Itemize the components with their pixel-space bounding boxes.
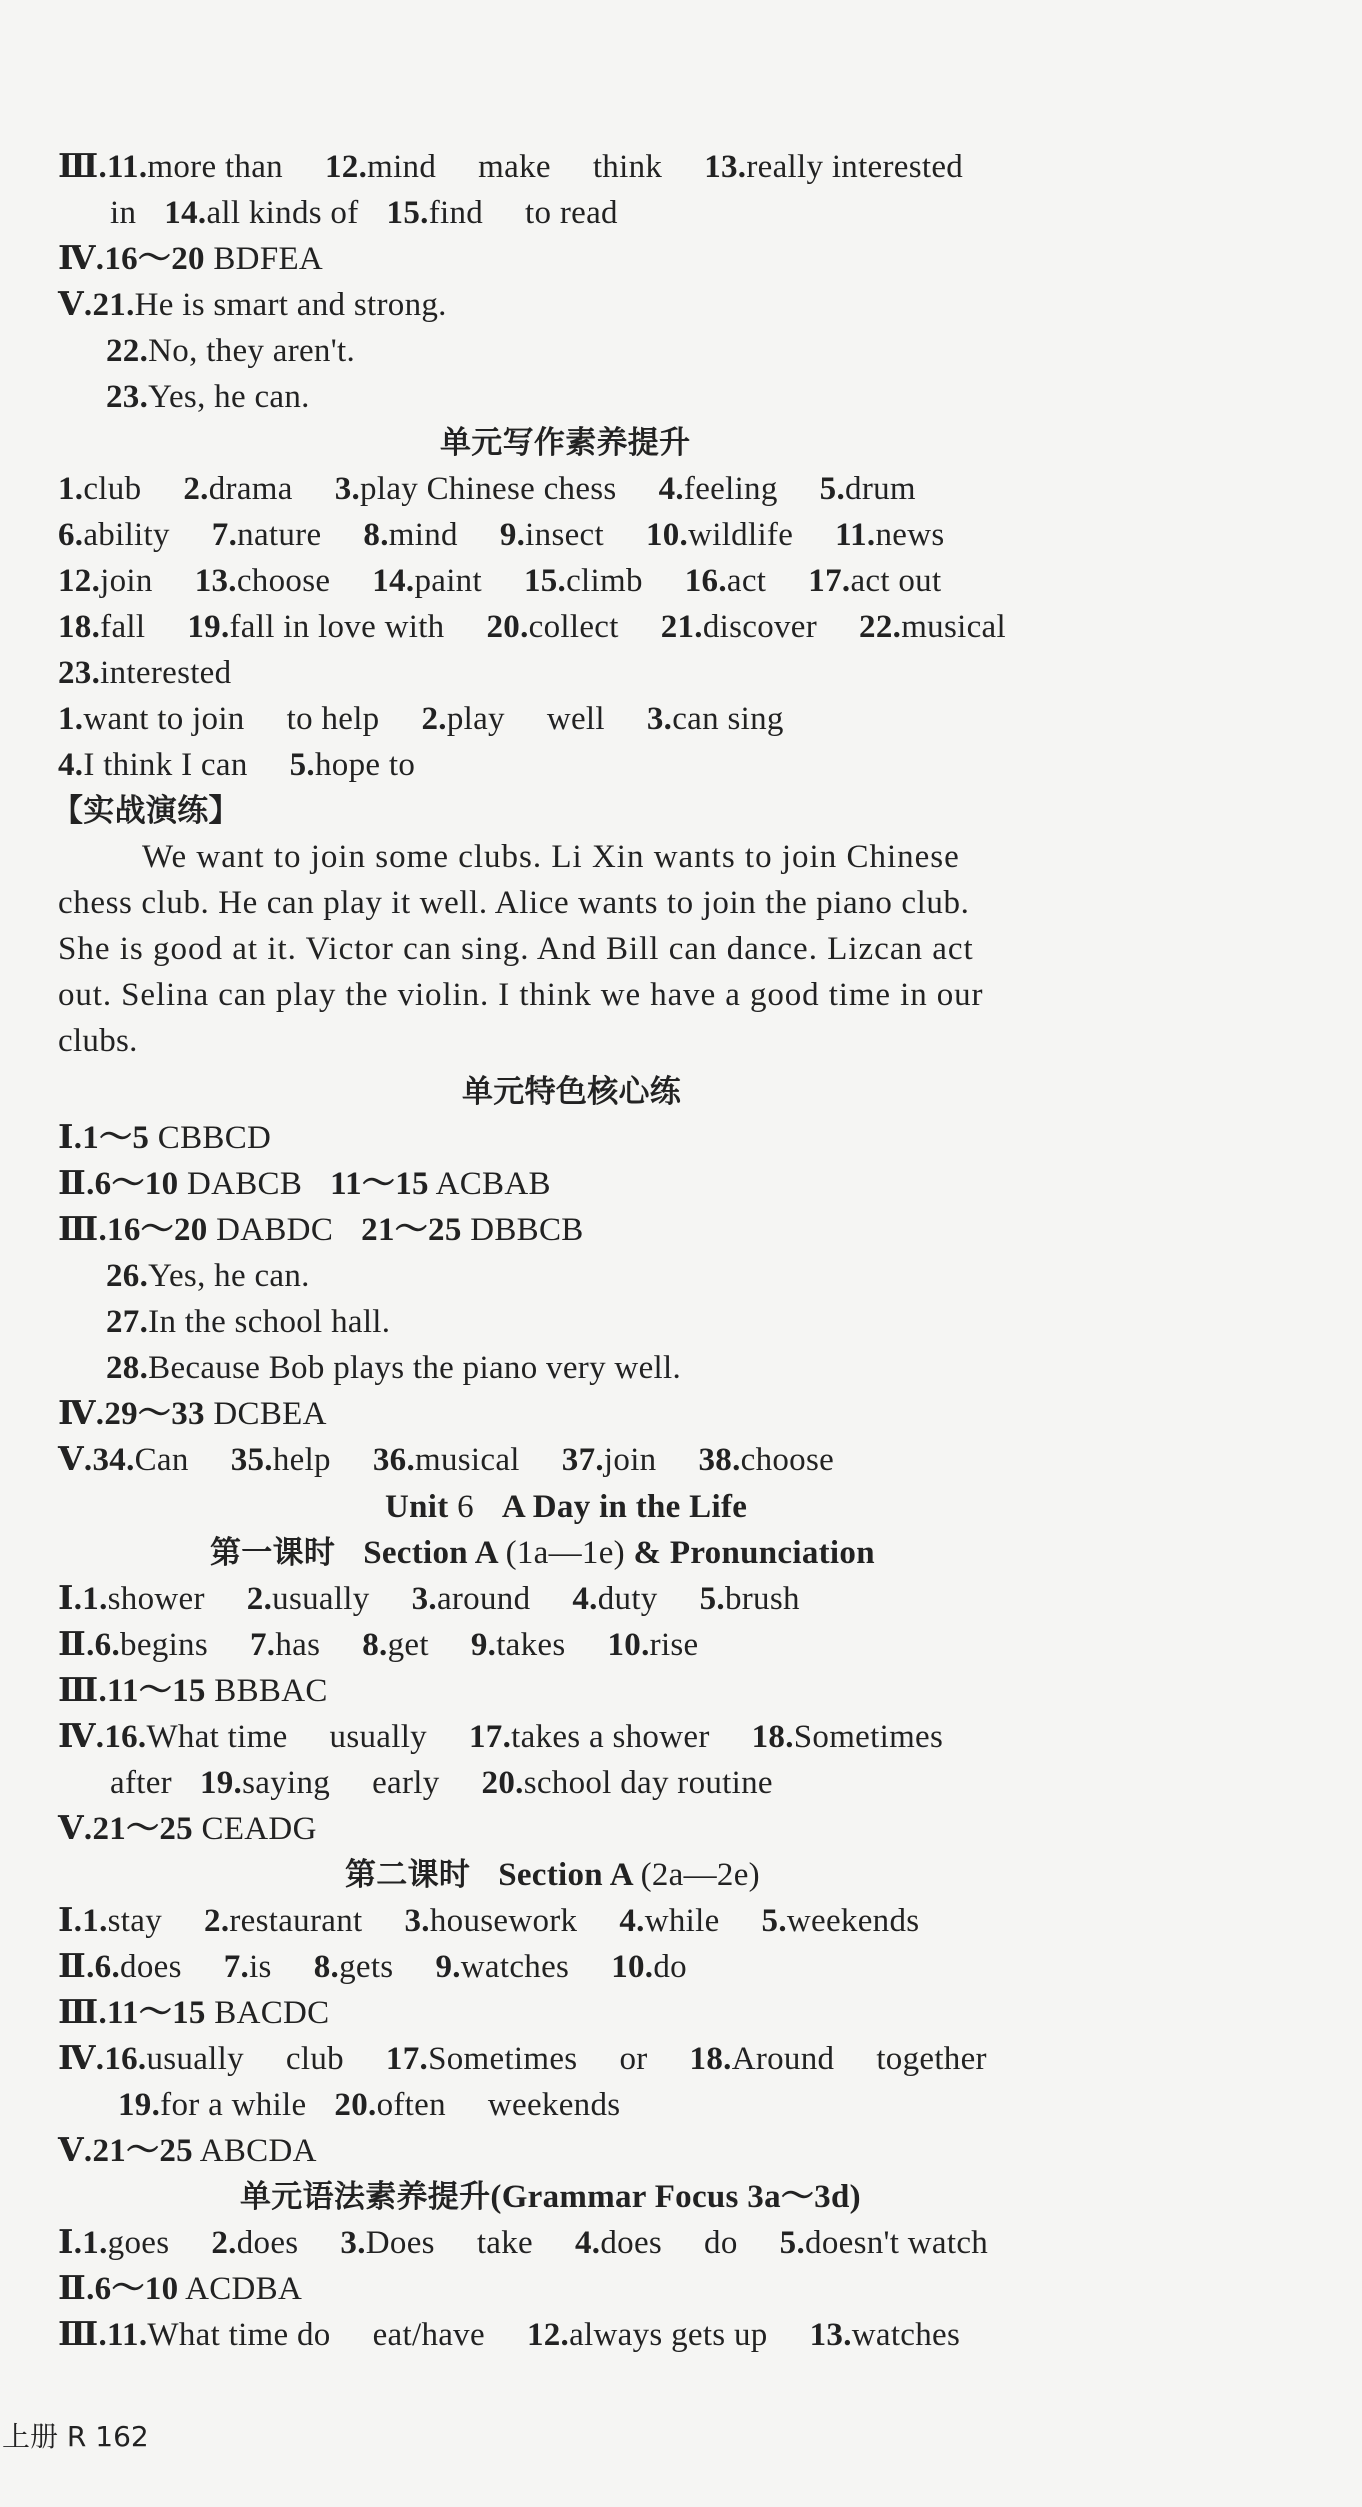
answer-line <box>58 147 963 187</box>
item-number: 1. <box>82 1903 108 1939</box>
answer-text: play Chinese chess <box>360 471 617 507</box>
answer-text: act <box>726 563 767 599</box>
answer-line <box>58 1394 327 1434</box>
item-number: 1. <box>82 1581 108 1617</box>
item-number: 6. <box>58 517 84 553</box>
answer-text: act out <box>850 563 942 599</box>
answer-text: mind <box>388 517 458 553</box>
answer-line <box>106 1302 390 1342</box>
item-number: 22. <box>106 333 149 369</box>
section-extra: & Pronunciation <box>633 1535 875 1571</box>
essay-line: We want to join some clubs. Li Xin wants to join Chinese <box>142 839 960 875</box>
volume-label: 上册 <box>2 2420 59 2453</box>
section-numeral: Ⅰ. <box>58 2225 83 2261</box>
answer-text: Does <box>365 2225 435 2261</box>
section-label: Section A <box>363 1535 498 1571</box>
answer-text: or <box>619 2041 648 2077</box>
lesson-label: 第一课时 <box>210 1535 336 1571</box>
answer-text: DABDC <box>216 1212 334 1248</box>
answer-text: is <box>249 1949 272 1985</box>
item-number: 13. <box>704 149 747 185</box>
answer-line <box>58 469 916 509</box>
item-range: 21～25 <box>361 1212 462 1248</box>
answer-text: school day routine <box>523 1765 773 1801</box>
answer-text: join <box>603 1442 657 1478</box>
answer-line <box>106 1256 310 1296</box>
section-numeral: Ⅳ. <box>58 2041 105 2077</box>
grammar-heading-cn: 单元语法素养提升 <box>240 2179 491 2215</box>
item-number: 5. <box>699 1581 725 1617</box>
answer-text: doesn't watch <box>805 2225 989 2261</box>
unit-label: Unit <box>385 1489 449 1525</box>
answer-line <box>106 1348 681 1388</box>
section-numeral: Ⅲ. <box>58 1995 108 2031</box>
answer-text: goes <box>107 2225 170 2261</box>
item-number: 4. <box>58 747 84 783</box>
item-number: 9. <box>499 517 526 553</box>
answer-text: Around <box>731 2041 835 2077</box>
item-number: 13. <box>194 563 237 599</box>
answer-text: drum <box>845 471 916 507</box>
answer-text: does <box>236 2225 299 2261</box>
item-number: 2. <box>211 2225 237 2261</box>
item-number: 6. <box>94 1627 121 1663</box>
item-number: 12. <box>324 149 368 185</box>
answer-text: takes a shower <box>511 1719 710 1755</box>
answer-text: after <box>110 1765 172 1801</box>
item-number: 20. <box>481 1765 524 1801</box>
section-numeral: Ⅱ. <box>58 1627 95 1663</box>
answer-text: usually <box>146 2041 244 2077</box>
answer-text: musical <box>901 609 1006 645</box>
answer-text: usually <box>272 1581 370 1617</box>
answer-text: find <box>428 195 484 231</box>
answer-text: news <box>875 517 945 553</box>
answer-text: does <box>120 1949 182 1985</box>
answer-line <box>106 331 355 371</box>
lesson-heading <box>210 1533 875 1573</box>
section-numeral: Ⅱ. <box>58 2271 95 2307</box>
answer-line <box>58 1164 551 1204</box>
edition-label: R <box>66 2420 87 2453</box>
grammar-heading-en: (Grammar Focus <box>490 2179 739 2215</box>
item-number: 4. <box>574 2225 601 2261</box>
answer-line <box>110 1763 773 1803</box>
item-number: 11. <box>107 149 148 185</box>
item-number: 18. <box>689 2041 732 2077</box>
answer-line <box>58 285 447 325</box>
section-numeral: Ⅲ. <box>58 1212 108 1248</box>
item-number: 17. <box>385 2041 429 2077</box>
answer-text: club <box>285 2041 344 2077</box>
answer-line <box>58 699 784 739</box>
answer-text: I think I can <box>83 747 248 783</box>
answer-text: eat/have <box>372 2317 485 2353</box>
item-number: 12. <box>58 563 101 599</box>
section-range: (2a—2e) <box>640 1857 760 1893</box>
item-range: 11～15 <box>107 1995 206 2031</box>
item-number: 38. <box>698 1442 741 1478</box>
answer-line <box>58 1579 800 1619</box>
answer-text: BDFEA <box>213 241 324 277</box>
answer-text: hope to <box>314 747 416 783</box>
item-number: 8. <box>313 1949 340 1985</box>
item-number: 21. <box>660 609 703 645</box>
answer-text: DCBEA <box>213 1396 327 1432</box>
grammar-range: 3a～3d) <box>747 2179 861 2215</box>
answer-text: wildlife <box>688 517 794 553</box>
answer-line <box>58 1809 317 1849</box>
answer-text: get <box>387 1627 429 1663</box>
item-number: 23. <box>106 379 149 415</box>
item-number: 11. <box>835 517 876 553</box>
section-numeral: Ⅲ. <box>58 1673 108 1709</box>
section-numeral: Ⅲ. <box>58 2317 108 2353</box>
answer-line <box>106 377 310 417</box>
answer-line <box>58 1210 584 1250</box>
answer-text: takes <box>496 1627 566 1663</box>
item-range: 29～33 <box>104 1396 205 1432</box>
item-number: 23. <box>58 655 101 691</box>
item-number: 1. <box>58 701 84 737</box>
answer-text: together <box>876 2041 987 2077</box>
item-number: 2. <box>204 1903 230 1939</box>
section-label: Section A <box>498 1857 633 1893</box>
practice-title: 【实战演练】 <box>52 793 240 829</box>
answer-line <box>58 745 415 785</box>
answer-text: play <box>446 701 505 737</box>
section-heading: 单元特色核心练 <box>462 1074 682 1110</box>
answer-text: in <box>110 195 137 231</box>
answer-text: weekends <box>786 1903 920 1939</box>
answer-text: In the school hall. <box>148 1304 391 1340</box>
section-numeral: Ⅱ. <box>58 1166 95 1202</box>
section-numeral: Ⅳ. <box>58 241 105 277</box>
answer-text: BBBAC <box>214 1673 328 1709</box>
answer-text: well <box>546 701 605 737</box>
answer-line <box>58 2131 317 2171</box>
item-number: 5. <box>819 471 846 507</box>
unit-name: A Day in the Life <box>501 1489 748 1525</box>
item-number: 1. <box>82 2225 108 2261</box>
answer-line <box>58 2269 302 2309</box>
answer-text: choose <box>740 1442 835 1478</box>
answer-text: usually <box>329 1719 427 1755</box>
item-range: 11～15 <box>330 1166 429 1202</box>
item-number: 9. <box>470 1627 497 1663</box>
answer-text: gets <box>339 1949 394 1985</box>
answer-text: ability <box>83 517 170 553</box>
answer-text: choose <box>236 563 331 599</box>
answer-text: does <box>600 2225 663 2261</box>
section-numeral: Ⅱ. <box>58 1949 95 1985</box>
answer-line <box>58 607 1006 647</box>
answer-text: watches <box>460 1949 570 1985</box>
answer-text: DBBCB <box>470 1212 584 1248</box>
answer-line <box>58 1717 943 1757</box>
item-number: 4. <box>658 471 684 507</box>
section-numeral: Ⅴ. <box>58 1811 93 1847</box>
answer-text: interested <box>100 655 232 691</box>
answer-text: often <box>376 2087 446 2123</box>
answer-text: He is smart and strong. <box>134 287 447 323</box>
answer-line <box>110 193 618 233</box>
item-number: 3. <box>334 471 361 507</box>
item-number: 7. <box>211 517 238 553</box>
section-numeral: Ⅲ. <box>58 149 108 185</box>
answer-line <box>58 2315 960 2355</box>
answer-text: can sing <box>672 701 784 737</box>
item-range: 6～10 <box>94 1166 179 1202</box>
answer-text: early <box>372 1765 440 1801</box>
item-number: 5. <box>761 1903 787 1939</box>
answer-text: saying <box>242 1765 331 1801</box>
section-numeral: Ⅰ. <box>58 1581 83 1617</box>
answer-text: housework <box>429 1903 578 1939</box>
answer-text: restaurant <box>229 1903 363 1939</box>
page-number: 162 <box>95 2420 149 2453</box>
item-number: 2. <box>421 701 447 737</box>
item-number: 14. <box>372 563 415 599</box>
item-number: 20. <box>486 609 529 645</box>
item-number: 14. <box>164 195 207 231</box>
item-number: 7. <box>250 1627 276 1663</box>
item-number: 8. <box>362 1627 388 1663</box>
answer-line <box>58 1671 328 1711</box>
answer-line <box>58 653 231 693</box>
answer-text: begins <box>120 1627 208 1663</box>
essay-line: clubs. <box>58 1023 138 1059</box>
answer-text: do <box>653 1949 687 1985</box>
unit-title <box>385 1487 747 1527</box>
item-number: 10. <box>607 1627 650 1663</box>
section-numeral: Ⅰ. <box>58 1903 83 1939</box>
answer-text: shower <box>107 1581 205 1617</box>
answer-text: for a while <box>160 2087 307 2123</box>
answer-text: ABCDA <box>199 2133 317 2169</box>
item-range: 16～20 <box>104 241 205 277</box>
essay-line: out. Selina can play the violin. I think we have a good time in our <box>58 977 984 1013</box>
answer-line <box>58 1440 834 1480</box>
answer-text: Sometimes <box>428 2041 578 2077</box>
answer-text: insect <box>525 517 604 553</box>
answer-line <box>58 1901 919 1941</box>
answer-text: CBBCD <box>157 1120 272 1156</box>
answer-text: feeling <box>683 471 778 507</box>
item-number: 5. <box>779 2225 806 2261</box>
item-number: 3. <box>411 1581 437 1617</box>
item-number: 8. <box>363 517 389 553</box>
section-numeral: Ⅳ. <box>58 1719 105 1755</box>
item-number: 9. <box>435 1949 461 1985</box>
answer-text: take <box>476 2225 533 2261</box>
item-number: 16. <box>104 1719 147 1755</box>
answer-text: climb <box>566 563 643 599</box>
item-number: 6. <box>94 1949 121 1985</box>
answer-text: stay <box>107 1903 163 1939</box>
item-range: 16～20 <box>107 1212 208 1248</box>
item-number: 17. <box>808 563 851 599</box>
item-number: 15. <box>523 563 567 599</box>
answer-line <box>58 515 945 555</box>
item-number: 10. <box>611 1949 654 1985</box>
item-range: 1～5 <box>82 1120 150 1156</box>
answer-text: help <box>272 1442 331 1478</box>
item-number: 26. <box>106 1258 149 1294</box>
item-number: 12. <box>526 2317 570 2353</box>
answer-text: make <box>478 149 551 185</box>
lesson-heading <box>345 1855 760 1895</box>
answer-text: Sometimes <box>793 1719 944 1755</box>
item-number: 4. <box>619 1903 645 1939</box>
essay-line: She is good at it. Victor can sing. And Bill can dance. Lizcan act <box>58 931 974 967</box>
answer-line <box>58 1993 330 2033</box>
item-number: 17. <box>468 1719 512 1755</box>
answer-text: really interested <box>746 149 964 185</box>
item-number: 3. <box>340 2225 366 2261</box>
item-range: 11～15 <box>107 1673 206 1709</box>
answer-text: want to join <box>83 701 245 737</box>
answer-text: fall <box>100 609 146 645</box>
answer-text: drama <box>208 471 293 507</box>
section-numeral: Ⅳ. <box>58 1396 105 1432</box>
item-number: 19. <box>187 609 230 645</box>
item-number: 2. <box>246 1581 273 1617</box>
answer-text: discover <box>702 609 818 645</box>
answer-line <box>58 1625 699 1665</box>
answer-line <box>58 239 323 279</box>
item-number: 15. <box>386 195 429 231</box>
item-number: 37. <box>561 1442 604 1478</box>
item-number: 28. <box>106 1350 149 1386</box>
lesson-label: 第二课时 <box>345 1857 471 1893</box>
answer-text: to help <box>286 701 380 737</box>
item-number: 3. <box>404 1903 430 1939</box>
answer-text: all kinds of <box>206 195 359 231</box>
section-numeral: Ⅰ. <box>58 1120 83 1156</box>
answer-text: CEADG <box>201 1811 317 1847</box>
answer-text: more than <box>147 149 283 185</box>
item-number: 16. <box>684 563 727 599</box>
unit-number: 6 <box>457 1489 474 1525</box>
answer-text: around <box>436 1581 531 1617</box>
answer-text: mind <box>367 149 437 185</box>
answer-line <box>58 2039 987 2079</box>
answer-line <box>118 2085 620 2125</box>
answer-text: weekends <box>487 2087 621 2123</box>
section-range: (1a—1e) <box>505 1535 625 1571</box>
answer-text: fall in love with <box>229 609 445 645</box>
item-number: 21. <box>92 287 135 323</box>
answer-text: ACBAB <box>435 1166 551 1202</box>
answer-text: duty <box>597 1581 658 1617</box>
item-number: 1. <box>58 471 84 507</box>
item-number: 5. <box>289 747 315 783</box>
page-footer <box>2 2415 149 2455</box>
item-number: 7. <box>223 1949 250 1985</box>
item-number: 3. <box>646 701 673 737</box>
answer-text: join <box>100 563 153 599</box>
answer-text: brush <box>724 1581 800 1617</box>
item-number: 19. <box>118 2087 161 2123</box>
item-number: 13. <box>809 2317 852 2353</box>
answer-text: Yes, he can. <box>148 379 310 415</box>
answer-text: What time do <box>147 2317 331 2353</box>
item-range: 6～10 <box>94 2271 179 2307</box>
item-number: 11. <box>107 2317 148 2353</box>
essay-line: chess club. He can play it well. Alice wants to join the piano club. <box>58 885 970 921</box>
answer-text: DABCB <box>186 1166 303 1202</box>
answer-text: always gets up <box>569 2317 768 2353</box>
answer-text: club <box>83 471 142 507</box>
answer-text: to read <box>525 195 618 231</box>
answer-text: paint <box>414 563 482 599</box>
item-number: 34. <box>92 1442 135 1478</box>
section-heading: 单元写作素养提升 <box>440 425 691 461</box>
answer-line <box>58 561 941 601</box>
item-number: 27. <box>106 1304 149 1340</box>
answer-text: BACDC <box>214 1995 330 2031</box>
answer-text: do <box>704 2225 738 2261</box>
item-number: 2. <box>183 471 209 507</box>
item-number: 35. <box>230 1442 273 1478</box>
section-numeral: Ⅴ. <box>58 2133 93 2169</box>
item-number: 16. <box>104 2041 147 2077</box>
item-number: 19. <box>199 1765 243 1801</box>
answer-line <box>58 1118 271 1158</box>
answer-text: Yes, he can. <box>148 1258 310 1294</box>
item-number: 18. <box>751 1719 794 1755</box>
answer-text: No, they aren't. <box>148 333 356 369</box>
answer-text: nature <box>237 517 322 553</box>
answer-text: What time <box>146 1719 288 1755</box>
answer-line <box>58 1947 687 1987</box>
item-number: 22. <box>859 609 902 645</box>
answer-text: musical <box>415 1442 520 1478</box>
answer-text: rise <box>649 1627 699 1663</box>
answer-text: watches <box>851 2317 961 2353</box>
answer-text: ACDBA <box>185 2271 303 2307</box>
item-range: 21～25 <box>92 1811 193 1847</box>
item-number: 18. <box>58 609 101 645</box>
answer-text: has <box>275 1627 321 1663</box>
section-heading <box>240 2177 861 2217</box>
answer-text: think <box>592 149 663 185</box>
answer-text: while <box>644 1903 720 1939</box>
answer-text: Can <box>134 1442 189 1478</box>
item-range: 21～25 <box>92 2133 193 2169</box>
answer-line <box>58 2223 988 2263</box>
answer-text: Because Bob plays the piano very well. <box>148 1350 681 1386</box>
answer-text: collect <box>528 609 619 645</box>
section-numeral: Ⅴ. <box>58 1442 93 1478</box>
item-number: 4. <box>572 1581 598 1617</box>
section-numeral: Ⅴ. <box>58 287 93 323</box>
item-number: 20. <box>334 2087 377 2123</box>
item-number: 36. <box>372 1442 416 1478</box>
item-number: 10. <box>645 517 689 553</box>
